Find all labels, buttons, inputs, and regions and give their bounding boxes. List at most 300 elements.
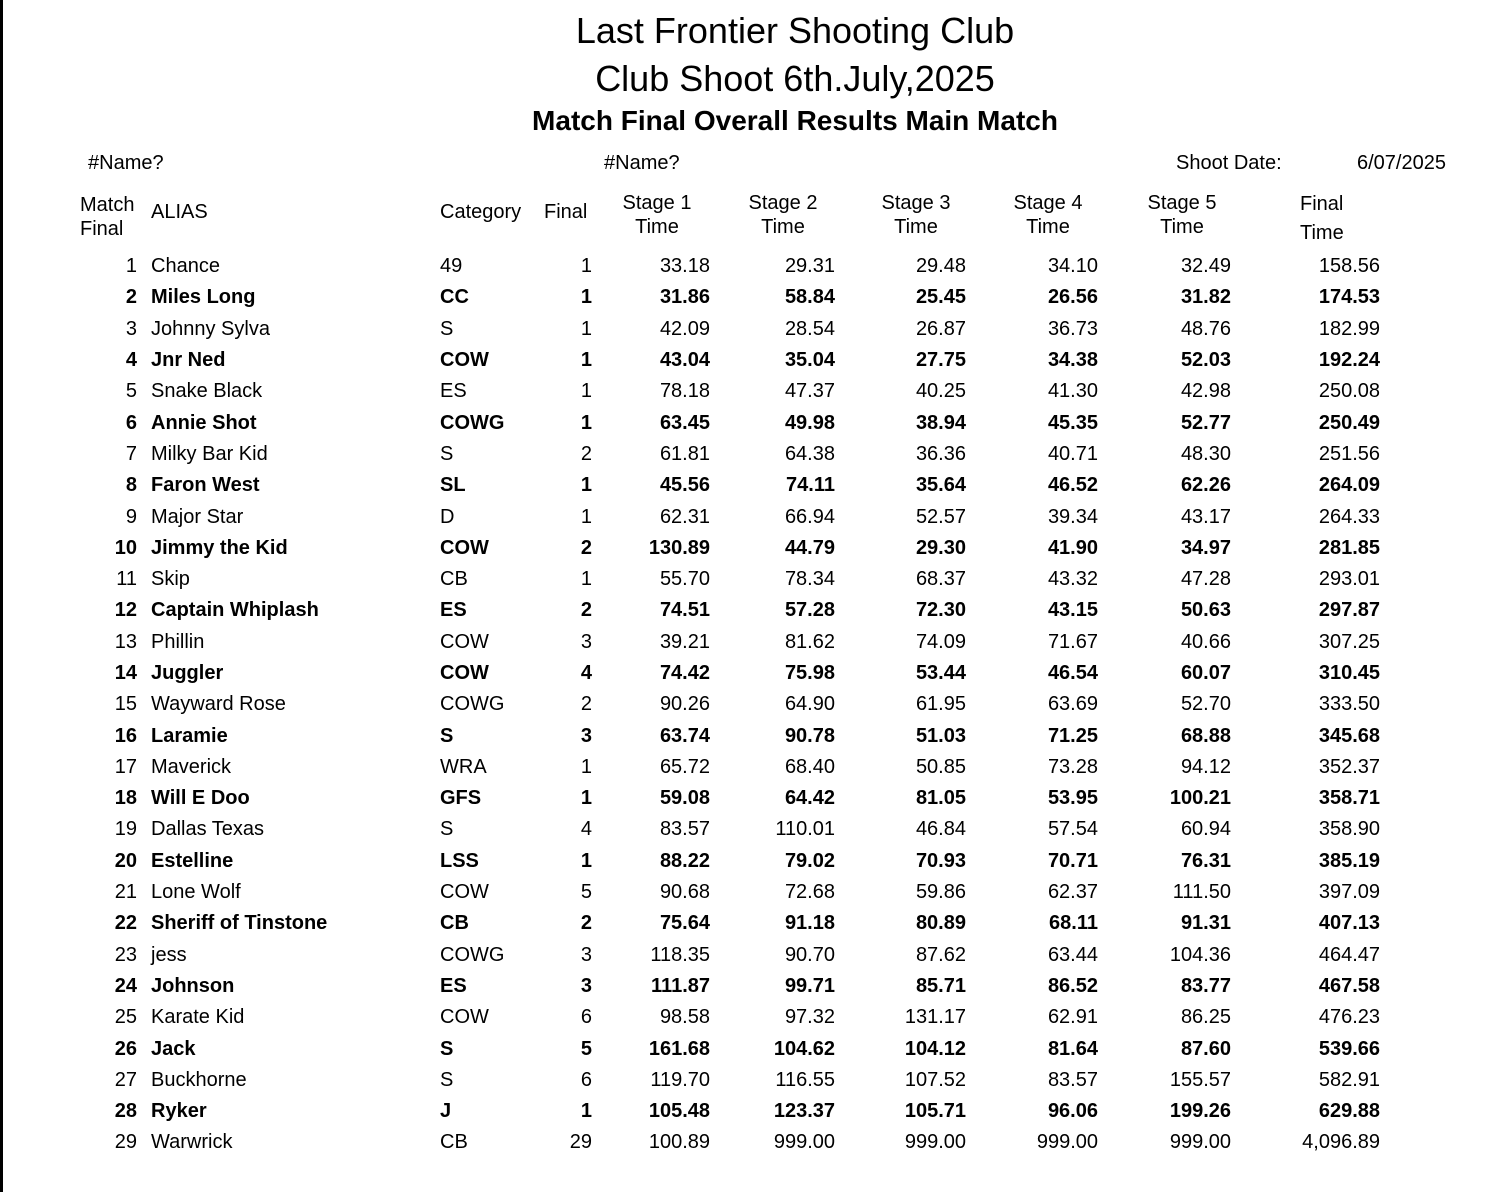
cell-category: COW: [440, 662, 489, 684]
cell-rank: 20: [114, 849, 137, 872]
cell-category: 49: [440, 255, 463, 278]
cell-final-time: 467.58: [1318, 974, 1380, 997]
cell-stage1-time: 33.18: [659, 255, 710, 278]
cell-alias: Wayward Rose: [151, 693, 286, 716]
cell-alias: Sheriff of Tinstone: [151, 912, 328, 935]
cell-spacer: [137, 282, 151, 313]
cell-alias: Warwrick: [151, 1131, 233, 1154]
cell-spacer: [137, 407, 151, 438]
cell-final: 1: [580, 755, 592, 778]
col-header-alias: ALIAS: [151, 201, 208, 223]
cell-rank: 13: [114, 630, 137, 653]
cell-stage3-time: 36.36: [915, 442, 966, 465]
cell-rank: 2: [125, 286, 137, 309]
cell-rank: 28: [114, 1100, 137, 1123]
cell-stage5-time: 42.98: [1180, 380, 1231, 403]
cell-final-time: 629.88: [1318, 1100, 1380, 1123]
cell-rank: 6: [125, 411, 137, 434]
table-row: [0, 251, 1380, 282]
cell-spacer: [137, 940, 151, 971]
cell-stage1-time: 62.31: [659, 505, 710, 528]
cell-stage4-time: 62.91: [1047, 1006, 1098, 1029]
cell-stage3-time: 131.17: [904, 1006, 966, 1029]
cell-rank: 19: [114, 818, 137, 841]
cell-category: COW: [440, 536, 489, 559]
cell-category: COW: [440, 630, 489, 653]
table-row: [0, 1065, 1380, 1096]
cell-stage3-time: 80.89: [915, 912, 966, 935]
cell-alias: Maverick: [151, 755, 232, 778]
cell-stage5-time: 83.77: [1180, 974, 1231, 997]
cell-stage4-time: 71.25: [1047, 724, 1098, 747]
cell-stage4-time: 46.54: [1047, 662, 1098, 684]
cell-spacer: [137, 783, 151, 814]
cell-alias: Ryker: [151, 1100, 207, 1123]
cell-stage3-time: 59.86: [915, 881, 966, 904]
cell-stage3-time: 51.03: [915, 724, 966, 747]
cell-stage1-time: 63.45: [659, 411, 710, 434]
cell-stage1-time: 88.22: [659, 849, 710, 872]
table-row: [0, 314, 1380, 345]
cell-stage3-time: 40.25: [915, 380, 966, 403]
cell-category: CB: [440, 1131, 468, 1154]
cell-final: 1: [580, 787, 592, 810]
cell-alias: jess: [151, 943, 187, 966]
cell-stage5-time: 999.00: [1169, 1131, 1231, 1154]
cell-alias: Miles Long: [151, 286, 256, 309]
cell-category: COWG: [440, 943, 505, 966]
cell-stage1-time: 61.81: [659, 442, 710, 465]
cell-stage4-time: 43.15: [1047, 599, 1098, 622]
cell-stage1-time: 39.21: [659, 630, 710, 653]
cell-spacer: [137, 846, 151, 877]
cell-final-time: 307.25: [1318, 630, 1380, 653]
cell-category: S: [440, 818, 454, 841]
cell-stage2-time: 57.28: [784, 599, 835, 622]
cell-final: 1: [580, 255, 592, 278]
cell-rank: 4: [125, 349, 137, 372]
cell-stage4-time: 39.34: [1047, 505, 1098, 528]
col-header-stage2-line2: Time: [761, 216, 805, 238]
cell-final-time: 297.87: [1318, 599, 1380, 622]
cell-spacer: [137, 439, 151, 470]
cell-category: ES: [440, 599, 467, 622]
cell-final-time: 358.71: [1318, 787, 1380, 810]
name-field-left: #Name?: [88, 152, 164, 174]
cell-final-time: 539.66: [1318, 1037, 1380, 1060]
cell-stage1-time: 65.72: [659, 755, 710, 778]
col-header-stage5: [1132, 191, 1232, 239]
cell-stage1-time: 45.56: [659, 474, 710, 497]
cell-stage1-time: 83.57: [659, 818, 710, 841]
cell-stage5-time: 48.76: [1180, 317, 1231, 340]
cell-stage2-time: 90.70: [784, 943, 835, 966]
col-header-stage4-line1: Stage 4: [1013, 192, 1083, 214]
cell-stage4-time: 999.00: [1036, 1131, 1098, 1154]
table-row: [0, 1127, 1380, 1158]
cell-spacer: [137, 908, 151, 939]
cell-alias: Milky Bar Kid: [151, 442, 268, 465]
cell-stage5-time: 47.28: [1180, 568, 1231, 591]
cell-stage5-time: 76.31: [1180, 849, 1231, 872]
cell-stage3-time: 74.09: [915, 630, 966, 653]
cell-stage1-time: 31.86: [659, 286, 710, 309]
cell-spacer: [137, 658, 151, 689]
cell-stage2-time: 116.55: [775, 1068, 835, 1091]
cell-stage1-time: 59.08: [659, 787, 710, 810]
table-row: [0, 595, 1380, 626]
cell-alias: Jimmy the Kid: [151, 536, 288, 559]
cell-category: WRA: [440, 755, 487, 778]
col-header-stage2-line1: Stage 2: [748, 192, 818, 214]
cell-stage3-time: 68.37: [915, 568, 966, 591]
cell-rank: 5: [125, 380, 137, 403]
cell-stage3-time: 70.93: [915, 849, 966, 872]
cell-final-time: 476.23: [1318, 1006, 1380, 1029]
cell-final-time: 250.08: [1318, 380, 1380, 403]
table-row: [0, 846, 1380, 877]
results-heading: Match Final Overall Results Main Match: [532, 105, 1058, 136]
table-row: [0, 814, 1380, 845]
cell-rank: 25: [114, 1006, 137, 1029]
cell-spacer: [137, 501, 151, 532]
table-row: [0, 470, 1380, 501]
cell-stage1-time: 74.42: [659, 662, 710, 684]
cell-alias: Dallas Texas: [151, 818, 265, 841]
cell-spacer: [137, 533, 151, 564]
cell-stage3-time: 50.85: [915, 755, 966, 778]
cell-final-time: 352.37: [1318, 755, 1380, 778]
cell-category: COW: [440, 881, 489, 904]
cell-final-time: 385.19: [1318, 849, 1380, 872]
cell-alias: Estelline: [151, 849, 234, 872]
table-row: [0, 345, 1380, 376]
cell-stage2-time: 110.01: [775, 818, 835, 841]
cell-stage5-time: 60.94: [1180, 818, 1231, 841]
cell-stage1-time: 98.58: [659, 1006, 710, 1029]
cell-category: S: [440, 724, 454, 747]
cell-final-time: 4,096.89: [1302, 1131, 1380, 1154]
cell-category: CB: [440, 568, 468, 591]
cell-final: 4: [580, 662, 592, 684]
cell-rank: 17: [114, 755, 137, 778]
cell-stage5-time: 60.07: [1180, 662, 1231, 684]
cell-stage4-time: 96.06: [1047, 1100, 1098, 1123]
cell-spacer: [137, 752, 151, 783]
cell-stage2-time: 999.00: [773, 1131, 835, 1154]
cell-stage4-time: 86.52: [1047, 974, 1098, 997]
cell-stage1-time: 75.64: [659, 912, 710, 935]
cell-stage2-time: 123.37: [773, 1100, 835, 1123]
results-table: [0, 251, 1380, 1159]
cell-final-time: 264.09: [1318, 474, 1380, 497]
cell-final-time: 250.49: [1318, 411, 1380, 434]
cell-stage5-time: 199.26: [1169, 1100, 1231, 1123]
table-row: [0, 564, 1380, 595]
col-header-stage2: [733, 191, 833, 239]
cell-category: ES: [440, 974, 467, 997]
cell-spacer: [137, 627, 151, 658]
cell-stage3-time: 85.71: [915, 974, 966, 997]
cell-stage1-time: 90.68: [659, 881, 710, 904]
cell-alias: Johnny Sylva: [151, 317, 270, 340]
cell-spacer: [137, 345, 151, 376]
cell-stage2-time: 81.62: [784, 630, 835, 653]
cell-stage4-time: 83.57: [1047, 1068, 1098, 1091]
col-header-stage4-line2: Time: [1026, 216, 1070, 238]
cell-stage4-time: 57.54: [1047, 818, 1098, 841]
table-row: [0, 720, 1380, 751]
cell-rank: 16: [114, 724, 137, 747]
name-field-middle: #Name?: [604, 152, 680, 174]
cell-rank: 11: [116, 568, 137, 591]
cell-stage3-time: 35.64: [915, 474, 966, 497]
cell-stage1-time: 100.89: [648, 1131, 710, 1154]
col-header-category: Category: [440, 201, 522, 223]
table-row: [0, 689, 1380, 720]
cell-stage3-time: 61.95: [915, 693, 966, 716]
table-row: [0, 940, 1380, 971]
cell-category: CC: [440, 286, 469, 309]
cell-rank: 10: [114, 536, 137, 559]
cell-stage4-time: 41.90: [1047, 536, 1098, 559]
cell-stage2-time: 72.68: [784, 881, 835, 904]
cell-alias: Buckhorne: [151, 1068, 247, 1091]
cell-stage3-time: 29.48: [915, 255, 966, 278]
cell-stage4-time: 26.56: [1047, 286, 1098, 309]
table-row: [0, 533, 1380, 564]
cell-final: 2: [580, 442, 592, 465]
cell-stage1-time: 42.09: [659, 317, 710, 340]
cell-stage4-time: 73.28: [1047, 755, 1098, 778]
cell-stage5-time: 62.26: [1180, 474, 1231, 497]
cell-category: COW: [440, 1006, 489, 1029]
cell-rank: 3: [125, 317, 137, 340]
cell-stage2-time: 58.84: [784, 286, 835, 309]
cell-final-time: 358.90: [1318, 818, 1380, 841]
cell-spacer: [137, 1065, 151, 1096]
cell-rank: 7: [125, 442, 137, 465]
cell-final: 2: [580, 536, 592, 559]
cell-stage5-time: 52.03: [1180, 349, 1231, 372]
cell-stage1-time: 130.89: [648, 536, 710, 559]
cell-alias: Captain Whiplash: [151, 599, 319, 622]
cell-stage4-time: 63.44: [1047, 943, 1098, 966]
cell-stage4-time: 43.32: [1047, 568, 1098, 591]
cell-stage1-time: 105.48: [648, 1100, 710, 1123]
table-row: [0, 877, 1380, 908]
cell-final: 1: [580, 568, 592, 591]
table-row: [0, 407, 1380, 438]
cell-stage3-time: 81.05: [915, 787, 966, 810]
cell-stage3-time: 46.84: [915, 818, 966, 841]
cell-alias: Chance: [151, 255, 220, 278]
cell-alias: Annie Shot: [151, 411, 257, 434]
cell-stage2-time: 28.54: [784, 317, 835, 340]
cell-final: 1: [580, 1100, 592, 1123]
cell-rank: 1: [125, 255, 137, 278]
col-header-final-time-line1: Final: [1300, 193, 1344, 215]
cell-rank: 18: [114, 787, 137, 810]
cell-spacer: [137, 314, 151, 345]
cell-alias: Snake Black: [151, 380, 263, 403]
cell-final: 2: [580, 912, 592, 935]
cell-rank: 29: [114, 1131, 137, 1154]
cell-stage5-time: 43.17: [1180, 505, 1231, 528]
cell-stage5-time: 104.36: [1169, 943, 1231, 966]
cell-stage3-time: 27.75: [915, 349, 966, 372]
cell-stage2-time: 64.90: [784, 693, 835, 716]
cell-spacer: [137, 376, 151, 407]
cell-spacer: [137, 564, 151, 595]
cell-spacer: [137, 814, 151, 845]
cell-final: 3: [580, 974, 592, 997]
table-row: [0, 783, 1380, 814]
cell-category: COWG: [440, 411, 505, 434]
cell-stage2-time: 68.40: [784, 755, 835, 778]
table-row: [0, 282, 1380, 313]
cell-rank: 26: [114, 1037, 137, 1060]
cell-stage2-time: 90.78: [784, 724, 835, 747]
cell-stage2-time: 97.32: [784, 1006, 835, 1029]
cell-stage2-time: 74.11: [786, 474, 835, 497]
cell-stage4-time: 40.71: [1047, 442, 1098, 465]
cell-alias: Laramie: [151, 724, 228, 747]
cell-stage4-time: 46.52: [1047, 474, 1098, 497]
cell-stage2-time: 47.37: [784, 380, 835, 403]
cell-rank: 23: [114, 943, 137, 966]
cell-category: D: [440, 505, 455, 528]
cell-category: S: [440, 317, 454, 340]
cell-final: 2: [580, 693, 592, 716]
cell-stage5-time: 111.50: [1172, 881, 1231, 904]
cell-final: 4: [580, 818, 592, 841]
cell-category: ES: [440, 380, 467, 403]
cell-category: S: [440, 1037, 454, 1060]
table-row: [0, 439, 1380, 470]
col-header-match-final-line2: Final: [80, 218, 124, 240]
col-header-stage3-line2: Time: [894, 216, 938, 238]
cell-stage4-time: 41.30: [1047, 380, 1098, 403]
shoot-date-label: Shoot Date:: [1176, 152, 1282, 174]
cell-spacer: [137, 689, 151, 720]
cell-stage4-time: 71.67: [1047, 630, 1098, 653]
cell-stage5-time: 86.25: [1180, 1006, 1231, 1029]
cell-final: 5: [580, 881, 592, 904]
cell-stage1-time: 90.26: [659, 693, 710, 716]
cell-stage5-time: 91.31: [1180, 912, 1231, 935]
cell-final-time: 464.47: [1318, 943, 1380, 966]
table-row: [0, 1033, 1380, 1064]
cell-final-time: 192.24: [1318, 349, 1380, 372]
table-row: [0, 627, 1380, 658]
shoot-date-value: 6/07/2025: [1357, 152, 1446, 174]
table-row: [0, 1096, 1380, 1127]
cell-stage4-time: 45.35: [1047, 411, 1098, 434]
cell-category: S: [440, 442, 454, 465]
cell-final-time: 174.53: [1318, 286, 1380, 309]
cell-final: 1: [580, 505, 592, 528]
cell-stage3-time: 53.44: [915, 662, 966, 684]
cell-stage2-time: 44.79: [784, 536, 835, 559]
cell-final-time: 333.50: [1318, 693, 1380, 716]
cell-stage3-time: 25.45: [915, 286, 966, 309]
cell-final: 2: [580, 599, 592, 622]
cell-stage4-time: 62.37: [1047, 881, 1098, 904]
cell-alias: Karate Kid: [151, 1006, 245, 1029]
cell-spacer: [137, 470, 151, 501]
cell-final: 1: [580, 317, 592, 340]
cell-final: 1: [580, 286, 592, 309]
cell-final: 1: [580, 849, 592, 872]
cell-final: 5: [580, 1037, 592, 1060]
cell-final-time: 582.91: [1318, 1068, 1380, 1091]
cell-final-time: 407.13: [1318, 912, 1380, 935]
cell-alias: Faron West: [151, 474, 260, 497]
table-row: [0, 908, 1380, 939]
cell-spacer: [137, 877, 151, 908]
cell-final-time: 158.56: [1318, 255, 1380, 278]
cell-final-time: 264.33: [1318, 505, 1380, 528]
cell-spacer: [137, 251, 151, 282]
cell-final: 6: [580, 1006, 592, 1029]
cell-final: 3: [580, 943, 592, 966]
cell-alias: Jnr Ned: [151, 349, 226, 372]
cell-stage3-time: 52.57: [915, 505, 966, 528]
cell-stage3-time: 26.87: [915, 317, 966, 340]
results-table-body: [0, 251, 1380, 1159]
cell-spacer: [137, 595, 151, 626]
cell-stage4-time: 81.64: [1047, 1037, 1098, 1060]
cell-stage5-time: 48.30: [1180, 442, 1231, 465]
cell-stage1-time: 55.70: [659, 568, 710, 591]
table-row: [0, 501, 1380, 532]
cell-category: COWG: [440, 693, 505, 716]
cell-stage5-time: 87.60: [1180, 1037, 1231, 1060]
col-header-stage3: [866, 191, 966, 239]
cell-final-time: 281.85: [1318, 536, 1380, 559]
col-header-final-time: [1300, 190, 1344, 248]
cell-stage1-time: 119.70: [650, 1068, 710, 1091]
cell-final-time: 397.09: [1318, 881, 1380, 904]
table-row: [0, 658, 1380, 689]
table-row: [0, 971, 1380, 1002]
cell-alias: Juggler: [151, 662, 224, 684]
cell-category: COW: [440, 349, 489, 372]
cell-stage5-time: 50.63: [1180, 599, 1231, 622]
cell-stage5-time: 100.21: [1169, 787, 1231, 810]
cell-stage2-time: 29.31: [784, 255, 835, 278]
cell-final-time: 293.01: [1318, 568, 1380, 591]
cell-rank: 14: [114, 662, 137, 684]
cell-rank: 22: [114, 912, 137, 935]
col-header-stage1: [607, 191, 707, 239]
cell-alias: Will E Doo: [151, 787, 250, 810]
cell-stage1-time: 43.04: [659, 349, 710, 372]
cell-spacer: [137, 1002, 151, 1033]
cell-stage4-time: 34.10: [1047, 255, 1098, 278]
cell-stage4-time: 34.38: [1047, 349, 1098, 372]
cell-final-time: 182.99: [1318, 317, 1380, 340]
cell-stage1-time: 63.74: [659, 724, 710, 747]
cell-stage2-time: 104.62: [773, 1037, 835, 1060]
cell-rank: 15: [114, 693, 137, 716]
cell-stage2-time: 78.34: [784, 568, 835, 591]
cell-stage2-time: 79.02: [784, 849, 835, 872]
club-title: Last Frontier Shooting Club: [575, 10, 1015, 51]
col-header-stage3-line1: Stage 3: [881, 192, 951, 214]
cell-stage5-time: 68.88: [1180, 724, 1231, 747]
